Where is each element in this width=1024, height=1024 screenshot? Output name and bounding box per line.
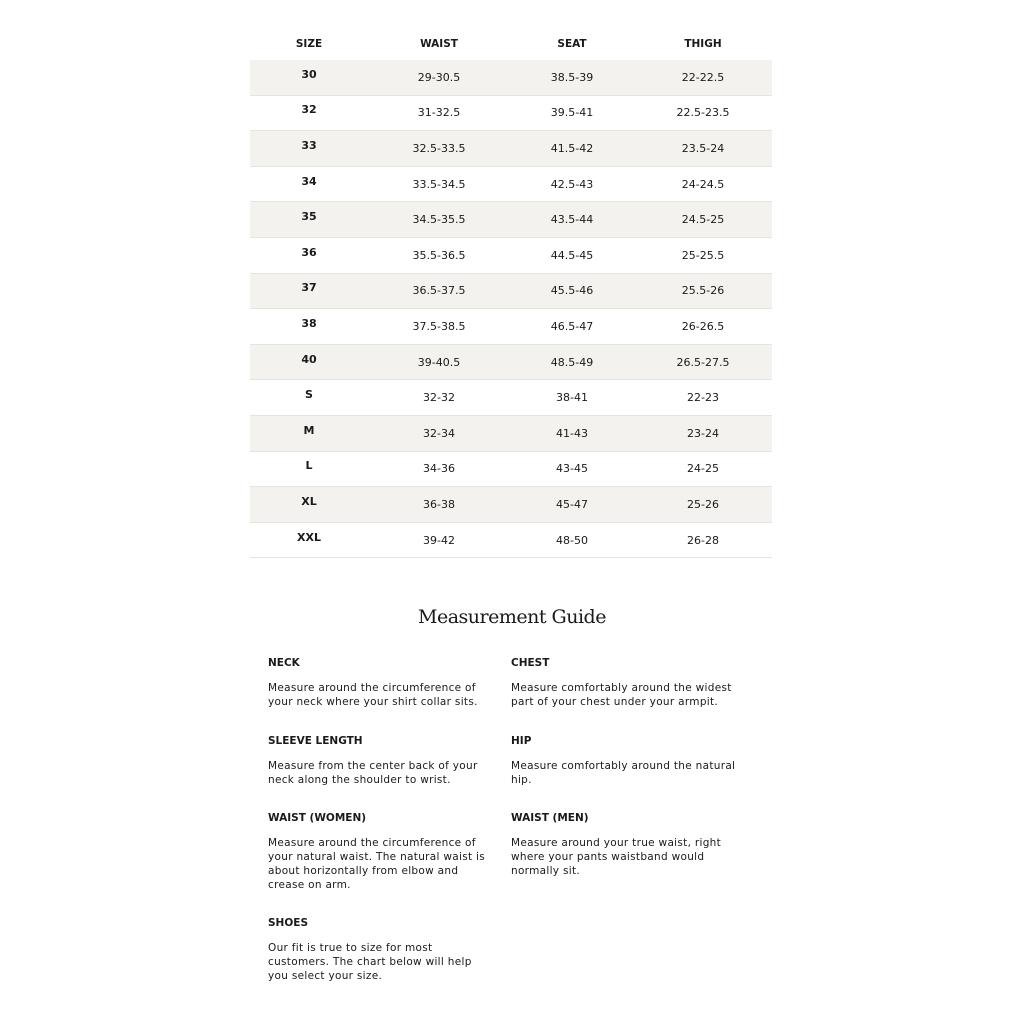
header-seat: SEAT: [557, 38, 587, 50]
guide-item: [268, 657, 493, 709]
guide-heading: NECK: [268, 657, 300, 669]
thigh-cell: 22-22.5: [681, 70, 725, 84]
guide-heading: WAIST (MEN): [511, 812, 589, 824]
table-row: [250, 380, 772, 416]
waist-cell: 31-32.5: [417, 106, 461, 120]
size-cell: S: [305, 388, 313, 402]
size-cell: 32: [301, 103, 317, 117]
thigh-cell: 26-28: [687, 533, 719, 547]
header-waist: WAIST: [420, 38, 458, 50]
thigh-cell: 24-24.5: [681, 177, 725, 191]
waist-cell: 39-40.5: [417, 355, 461, 369]
thigh-cell: 24.5-25: [681, 213, 725, 227]
table-row: [250, 487, 772, 523]
waist-cell: 37.5-38.5: [412, 319, 466, 333]
guide-item: [511, 657, 736, 709]
guide-text: Measure comfortably around the widest part of your chest under your armpit.: [511, 682, 732, 708]
seat-cell: 44.5-45: [550, 248, 594, 262]
size-cell: 36: [301, 245, 317, 259]
size-cell: 37: [301, 281, 317, 295]
guide-heading: HIP: [511, 735, 532, 747]
size-cell: M: [303, 423, 315, 437]
guide-heading: CHEST: [511, 657, 550, 669]
size-cell: 38: [301, 316, 317, 330]
table-row: [250, 96, 772, 132]
waist-cell: 34.5-35.5: [412, 213, 466, 227]
size-chart-table: [250, 28, 772, 558]
size-cell: 30: [301, 67, 317, 81]
size-cell: 34: [301, 174, 317, 188]
guide-item: [268, 917, 493, 983]
guide-text: Measure around your true waist, right where your pants waistband would normally sit.: [511, 837, 722, 877]
waist-cell: 36.5-37.5: [412, 284, 466, 298]
waist-cell: 36-38: [423, 497, 455, 511]
waist-cell: 32-34: [423, 426, 455, 440]
guide-text: Measure comfortably around the natural hip.: [511, 760, 736, 786]
thigh-cell: 23.5-24: [681, 141, 725, 155]
thigh-cell: 22.5-23.5: [676, 106, 730, 120]
seat-cell: 39.5-41: [550, 106, 594, 120]
seat-cell: 38.5-39: [550, 70, 594, 84]
waist-cell: 35.5-36.5: [412, 248, 466, 262]
size-cell: L: [305, 459, 313, 473]
guide-heading: SLEEVE LENGTH: [268, 735, 363, 747]
guide-text: Our fit is true to size for most customers. The chart below will help you select your size.: [268, 942, 472, 982]
waist-cell: 39-42: [423, 533, 455, 547]
waist-cell: 32-32: [423, 391, 455, 405]
guide-heading: WAIST (WOMEN): [268, 812, 367, 824]
guide-item: [268, 812, 493, 892]
guide-item: [268, 735, 493, 787]
guide-text: Measure from the center back of your neck along the shoulder to wrist.: [268, 760, 478, 786]
table-row: [250, 274, 772, 310]
seat-cell: 48.5-49: [550, 355, 594, 369]
table-row: [250, 309, 772, 345]
seat-cell: 43.5-44: [550, 213, 594, 227]
thigh-cell: 26.5-27.5: [676, 355, 730, 369]
waist-cell: 32.5-33.5: [412, 141, 466, 155]
seat-cell: 43-45: [556, 462, 588, 476]
waist-cell: 34-36: [423, 462, 455, 476]
measurement-guide-title: Measurement Guide: [418, 606, 606, 628]
table-row: [250, 202, 772, 238]
size-cell: XL: [301, 494, 317, 508]
seat-cell: 48-50: [556, 533, 588, 547]
waist-cell: 29-30.5: [417, 70, 461, 84]
table-row: [250, 523, 772, 559]
guide-text: Measure around the circumference of your natural waist. The natural waist is about horizontally from elbow and crease on arm.: [268, 837, 486, 891]
thigh-cell: 25-25.5: [681, 248, 725, 262]
table-header: [250, 28, 772, 60]
seat-cell: 38-41: [556, 391, 588, 405]
table-row: [250, 416, 772, 452]
table-row: [250, 452, 772, 488]
seat-cell: 41.5-42: [550, 141, 594, 155]
header-thigh: THIGH: [684, 38, 722, 50]
guide-text: Measure around the circumference of your neck where your shirt collar sits.: [268, 682, 478, 708]
table-row: [250, 167, 772, 203]
size-cell: 33: [301, 138, 317, 152]
header-size: SIZE: [295, 38, 323, 50]
waist-cell: 33.5-34.5: [412, 177, 466, 191]
seat-cell: 46.5-47: [550, 319, 594, 333]
size-cell: 35: [301, 210, 317, 224]
thigh-cell: 23-24: [687, 426, 719, 440]
thigh-cell: 25.5-26: [681, 284, 725, 298]
thigh-cell: 24-25: [687, 462, 719, 476]
size-cell: 40: [301, 352, 317, 366]
seat-cell: 45-47: [556, 497, 588, 511]
table-row: [250, 60, 772, 96]
seat-cell: 45.5-46: [550, 284, 594, 298]
guide-item: [511, 812, 736, 878]
thigh-cell: 25-26: [687, 497, 719, 511]
table-row: [250, 238, 772, 274]
thigh-cell: 22-23: [687, 391, 719, 405]
thigh-cell: 26-26.5: [681, 319, 725, 333]
seat-cell: 42.5-43: [550, 177, 594, 191]
table-row: [250, 345, 772, 381]
seat-cell: 41-43: [556, 426, 588, 440]
guide-heading: SHOES: [268, 917, 309, 929]
size-cell: XXL: [297, 530, 321, 544]
guide-item: [511, 735, 736, 787]
table-row: [250, 131, 772, 167]
